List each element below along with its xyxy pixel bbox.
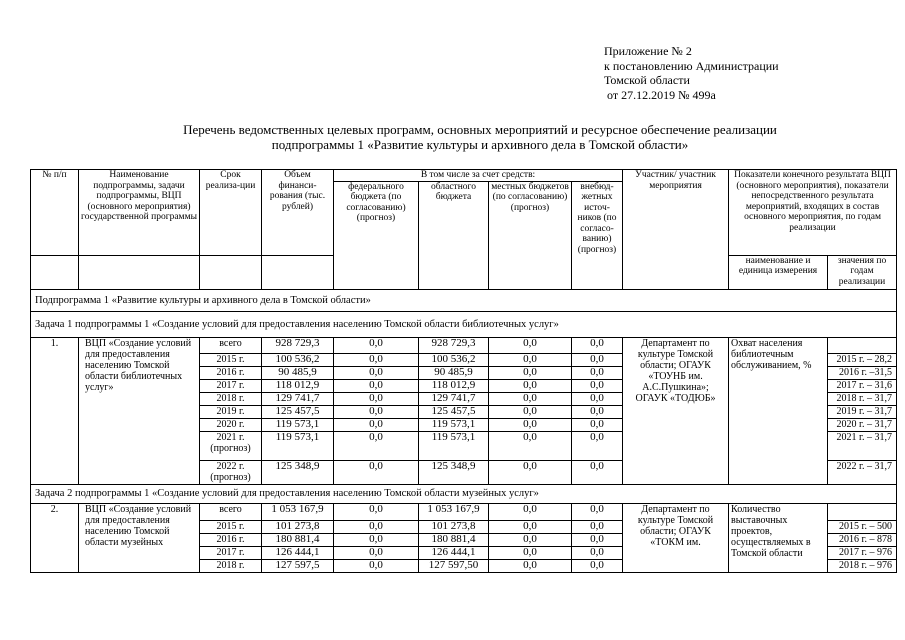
total-cell: 100 536,2 — [262, 353, 334, 366]
extra-cell: 0,0 — [572, 460, 623, 484]
federal-cell: 0,0 — [334, 559, 419, 572]
local-cell: 0,0 — [489, 379, 572, 392]
appendix-line: Приложение № 2 — [604, 44, 692, 58]
local-cell: 0,0 — [489, 559, 572, 572]
total-cell: 125 348,9 — [262, 460, 334, 484]
federal-cell: 0,0 — [334, 460, 419, 484]
year-cell: 2019 г. — [200, 405, 262, 418]
subprogram-row — [31, 289, 897, 311]
item-number: 1. — [31, 337, 79, 484]
local-cell: 0,0 — [489, 337, 572, 353]
indicator-value — [828, 337, 897, 353]
header-empty — [262, 255, 334, 289]
local-cell: 0,0 — [489, 546, 572, 559]
total-cell: 126 444,1 — [262, 546, 334, 559]
total-cell: 118 012,9 — [262, 379, 334, 392]
year-cell: 2017 г. — [200, 379, 262, 392]
indicator-value: 2016 г. – 878 — [828, 533, 897, 546]
regional-cell: 928 729,3 — [419, 337, 489, 353]
indicator-cell: Количество выставочных проектов, осуществляемых в Томской области — [729, 503, 828, 572]
extra-cell: 0,0 — [572, 337, 623, 353]
federal-cell: 0,0 — [334, 520, 419, 533]
task-row — [31, 311, 897, 337]
total-cell: 1 053 167,9 — [262, 503, 334, 520]
regional-cell: 180 881,4 — [419, 533, 489, 546]
extra-cell: 0,0 — [572, 559, 623, 572]
regional-cell: 101 273,8 — [419, 520, 489, 533]
total-cell: 928 729,3 — [262, 337, 334, 353]
year-cell: 2018 г. — [200, 392, 262, 405]
year-cell: 2020 г. — [200, 418, 262, 431]
regional-cell: 90 485,9 — [419, 366, 489, 379]
year-cell: 2017 г. — [200, 546, 262, 559]
indicator-value: 2021 г. – 31,7 — [828, 431, 897, 460]
title-line: Перечень ведомственных целевых программ, основных мероприятий и ресурсное обеспечение реализации — [183, 122, 777, 137]
local-cell: 0,0 — [489, 520, 572, 533]
header-num: № п/п — [31, 170, 79, 256]
local-cell: 0,0 — [489, 353, 572, 366]
indicator-cell: Охват населения библиотечным обслуживанием, % — [729, 337, 828, 484]
year-cell: 2021 г. (прогноз) — [200, 431, 262, 460]
appendix-line: от 27.12.2019 № 499а — [604, 87, 716, 102]
total-cell: 180 881,4 — [262, 533, 334, 546]
local-cell: 0,0 — [489, 431, 572, 460]
year-cell: 2016 г. — [200, 533, 262, 546]
header-empty — [79, 255, 200, 289]
year-cell: всего — [200, 503, 262, 520]
regional-cell: 119 573,1 — [419, 418, 489, 431]
year-cell: 2015 г. — [200, 353, 262, 366]
participant-cell: Департамент по культуре Томской области; ОГАУК «ТОУНБ им. А.С.Пушкина»; ОГАУК «ТОДЮБ» — [623, 337, 729, 484]
extra-cell: 0,0 — [572, 520, 623, 533]
year-cell: 2016 г. — [200, 366, 262, 379]
year-cell: 2022 г. (прогноз) — [200, 460, 262, 484]
program-table — [30, 169, 897, 573]
header-row — [31, 170, 897, 182]
indicator-value: 2018 г. – 976 — [828, 559, 897, 572]
total-cell: 127 597,5 — [262, 559, 334, 572]
header-regional: областного бюджета — [419, 181, 489, 289]
header-including: В том числе за счет средств: — [334, 170, 623, 182]
participant-cell: Департамент по культуре Томской области; ОГАУК «ТОКМ им. — [623, 503, 729, 572]
task-row — [31, 484, 897, 503]
header-federal: федерального бюджета (по согласованию) (прогноз) — [334, 181, 419, 289]
federal-cell: 0,0 — [334, 353, 419, 366]
header-indicators: Показатели конечного результата ВЦП (основного мероприятия), показатели непосредственного результата мероприятий, входящих в состав основного мероприятия, по годам реализации — [729, 170, 897, 256]
indicator-value — [828, 503, 897, 520]
total-cell: 101 273,8 — [262, 520, 334, 533]
extra-cell: 0,0 — [572, 405, 623, 418]
item-name: ВЦП «Создание условий для предоставления населению Томской области библиотечных услуг» — [79, 337, 200, 484]
regional-cell: 119 573,1 — [419, 431, 489, 460]
extra-cell: 0,0 — [572, 392, 623, 405]
regional-cell: 127 597,50 — [419, 559, 489, 572]
indicator-value: 2022 г. – 31,7 — [828, 460, 897, 484]
regional-cell: 118 012,9 — [419, 379, 489, 392]
total-cell: 119 573,1 — [262, 418, 334, 431]
table-row — [31, 503, 897, 520]
item-number: 2. — [31, 503, 79, 572]
local-cell: 0,0 — [489, 418, 572, 431]
subprogram-title: Подпрограмма 1 «Развитие культуры и архивного дела в Томской области» — [31, 289, 897, 311]
federal-cell: 0,0 — [334, 366, 419, 379]
regional-cell: 125 457,5 — [419, 405, 489, 418]
appendix-line: к постановлению Администрации — [604, 58, 779, 73]
local-cell: 0,0 — [489, 366, 572, 379]
title-line: подпрограммы 1 «Развитие культуры и архивного дела в Томской области» — [271, 137, 689, 152]
federal-cell: 0,0 — [334, 431, 419, 460]
task-title: Задача 2 подпрограммы 1 «Создание условий для предоставления населению Томской области музейных услуг» — [31, 484, 897, 503]
year-cell: 2018 г. — [200, 559, 262, 572]
federal-cell: 0,0 — [334, 418, 419, 431]
extra-cell: 0,0 — [572, 431, 623, 460]
task-title: Задача 1 подпрограммы 1 «Создание условий для предоставления населению Томской области библиотечных услуг» — [31, 311, 897, 337]
indicator-value: 2019 г. – 31,7 — [828, 405, 897, 418]
header-term: Срок реализа-ции — [200, 170, 262, 256]
item-name: ВЦП «Создание условий для предоставления населению Томской области музейных — [79, 503, 200, 572]
header-empty — [31, 255, 79, 289]
extra-cell: 0,0 — [572, 418, 623, 431]
year-cell: 2015 г. — [200, 520, 262, 533]
extra-cell: 0,0 — [572, 379, 623, 392]
local-cell: 0,0 — [489, 460, 572, 484]
regional-cell: 126 444,1 — [419, 546, 489, 559]
total-cell: 90 485,9 — [262, 366, 334, 379]
indicator-value: 2015 г. – 28,2 — [828, 353, 897, 366]
document-title — [60, 122, 900, 152]
indicator-value: 2015 г. – 500 — [828, 520, 897, 533]
appendix-block — [604, 44, 779, 102]
local-cell: 0,0 — [489, 533, 572, 546]
federal-cell: 0,0 — [334, 379, 419, 392]
extra-cell: 0,0 — [572, 546, 623, 559]
total-cell: 119 573,1 — [262, 431, 334, 460]
local-cell: 0,0 — [489, 405, 572, 418]
header-ind-name: наименование и единица измерения — [729, 255, 828, 289]
header-name: Наименование подпрограммы, задачи подпрограммы, ВЦП (основного мероприятия) государственной программы — [79, 170, 200, 256]
extra-cell: 0,0 — [572, 366, 623, 379]
federal-cell: 0,0 — [334, 337, 419, 353]
indicator-value: 2017 г. – 31,6 — [828, 379, 897, 392]
federal-cell: 0,0 — [334, 546, 419, 559]
total-cell: 129 741,7 — [262, 392, 334, 405]
header-volume: Объем финанси-рования (тыс. рублей) — [262, 170, 334, 256]
header-participant: Участник/ участник мероприятия — [623, 170, 729, 290]
federal-cell: 0,0 — [334, 392, 419, 405]
header-local: местных бюджетов (по согласованию) (прогноз) — [489, 181, 572, 289]
regional-cell: 129 741,7 — [419, 392, 489, 405]
regional-cell: 1 053 167,9 — [419, 503, 489, 520]
year-cell: всего — [200, 337, 262, 353]
extra-cell: 0,0 — [572, 533, 623, 546]
appendix-line: Томской области — [604, 73, 690, 87]
extra-cell: 0,0 — [572, 503, 623, 520]
federal-cell: 0,0 — [334, 405, 419, 418]
federal-cell: 0,0 — [334, 533, 419, 546]
extra-cell: 0,0 — [572, 353, 623, 366]
header-ind-values: значения по годам реализации — [828, 255, 897, 289]
regional-cell: 125 348,9 — [419, 460, 489, 484]
federal-cell: 0,0 — [334, 503, 419, 520]
total-cell: 125 457,5 — [262, 405, 334, 418]
header-extra: внебюд-жетных источ-ников (по согласо-ванию) (прогноз) — [572, 181, 623, 289]
table-row — [31, 337, 897, 353]
regional-cell: 100 536,2 — [419, 353, 489, 366]
indicator-value: 2020 г. – 31,7 — [828, 418, 897, 431]
indicator-value: 2016 г. –31,5 — [828, 366, 897, 379]
indicator-value: 2017 г. – 976 — [828, 546, 897, 559]
local-cell: 0,0 — [489, 392, 572, 405]
header-empty — [200, 255, 262, 289]
indicator-value: 2018 г. – 31,7 — [828, 392, 897, 405]
local-cell: 0,0 — [489, 503, 572, 520]
